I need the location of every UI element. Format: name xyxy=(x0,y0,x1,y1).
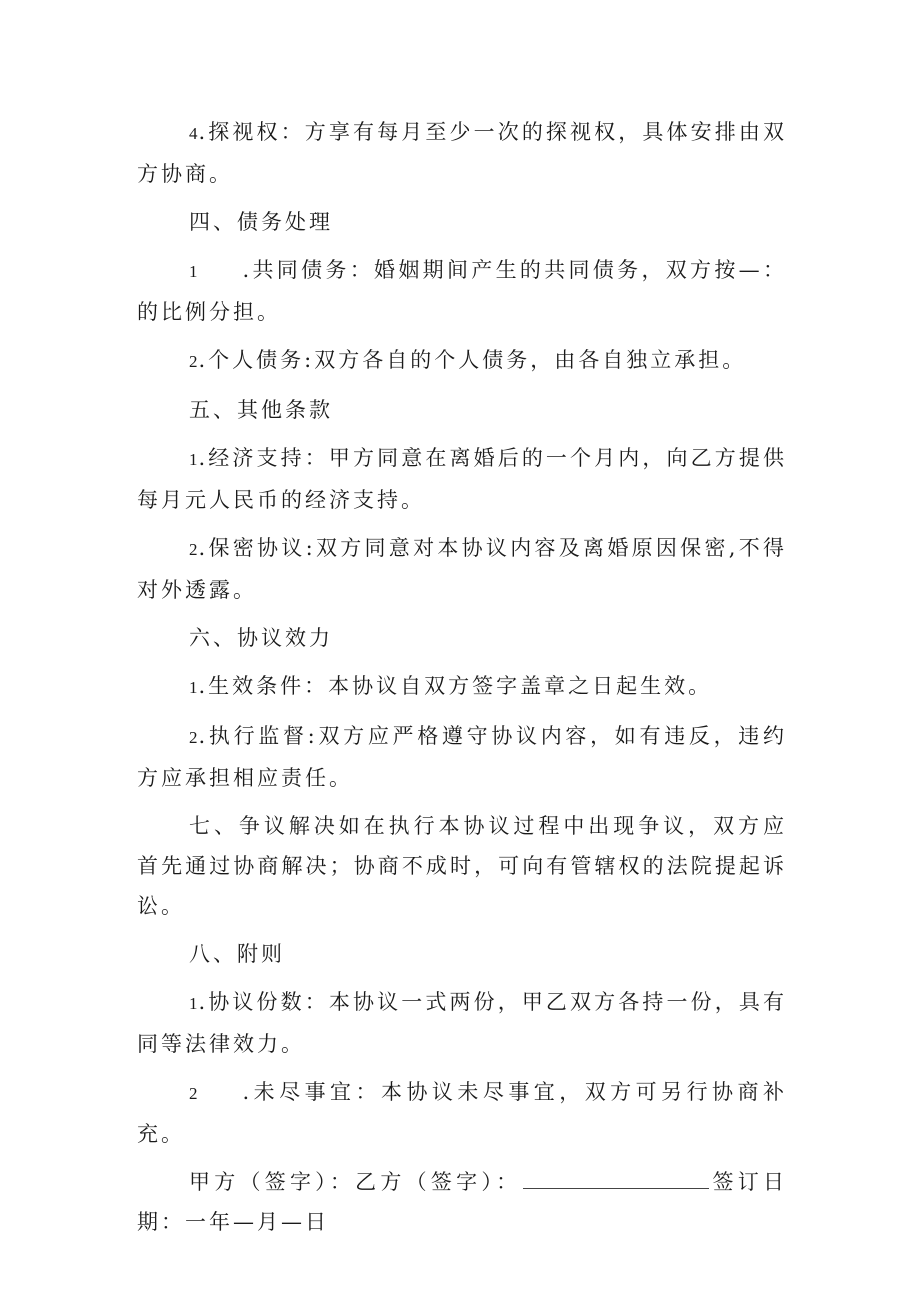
clause-number: 1 xyxy=(189,994,199,1013)
clause-number: 1 xyxy=(189,450,199,469)
clause-copies xyxy=(137,982,787,1064)
clause-effective xyxy=(137,666,787,708)
clause-confidential xyxy=(137,528,787,610)
clause-text: .探视权：方享有每月至少一次的探视权，具体安排由双方协商。 xyxy=(137,120,787,186)
section-heading-debt: 四、债务处理 xyxy=(189,210,333,234)
signature-blank[interactable] xyxy=(523,1162,709,1189)
clause-number: 2 xyxy=(189,1084,199,1103)
clause-number: 2 xyxy=(189,540,199,559)
section-heading-annex: 八、附则 xyxy=(189,942,285,966)
clause-joint-debt xyxy=(137,250,787,332)
clause-personal-debt xyxy=(137,340,787,382)
section-dispute: 七、争议解决如在执行本协议过程中出现争议，双方应首先通过协商解决；协商不成时，可向有管辖权的法院提起诉讼。 xyxy=(137,814,787,918)
clause-text: .共同债务：婚姻期间产生的共同债务，双方按—：的比例分担。 xyxy=(137,258,787,324)
clause-support xyxy=(137,438,787,520)
clause-text: .生效条件：本协议自双方签字盖章之日起生效。 xyxy=(198,674,713,698)
clause-text: .经济支持：甲方同意在离婚后的一个月内，向乙方提供每月元人民币的经济支持。 xyxy=(137,446,787,512)
clause-number: 2 xyxy=(189,352,199,371)
clause-number: 1 xyxy=(189,678,199,697)
clause-supervision xyxy=(137,716,787,798)
clause-text: .未尽事宜：本协议未尽事宜，双方可另行协商补充。 xyxy=(137,1080,787,1146)
clause-text: .保密协议:双方同意对本协议内容及离婚原因保密,不得对外透露。 xyxy=(137,536,787,602)
clause-text: .协议份数：本协议一式两份，甲乙双方各持一份，具有同等法律效力。 xyxy=(137,990,787,1056)
clause-number: 4 xyxy=(189,124,199,143)
clause-visitation xyxy=(137,112,787,194)
clause-number: 1 xyxy=(189,262,199,281)
party-a-signature-label: 甲方（签字）： xyxy=(189,1170,356,1194)
document-page xyxy=(137,112,787,1250)
clause-text: .个人债务:双方各自的个人债务，由各自独立承担。 xyxy=(198,348,747,372)
clause-number: 2 xyxy=(189,728,199,747)
clause-text: .执行监督:双方应严格遵守协议内容，如有违反，违约方应承担相应责任。 xyxy=(137,724,787,790)
section-heading-other: 五、其他条款 xyxy=(189,398,333,422)
section-heading-effect: 六、协议效力 xyxy=(189,626,333,650)
party-b-signature-label: 乙方（签字）： xyxy=(355,1170,522,1194)
signature-line xyxy=(137,1162,787,1242)
signing-date-label: 签订日期：一年—月—日 xyxy=(137,1170,788,1234)
clause-matters xyxy=(137,1072,787,1154)
